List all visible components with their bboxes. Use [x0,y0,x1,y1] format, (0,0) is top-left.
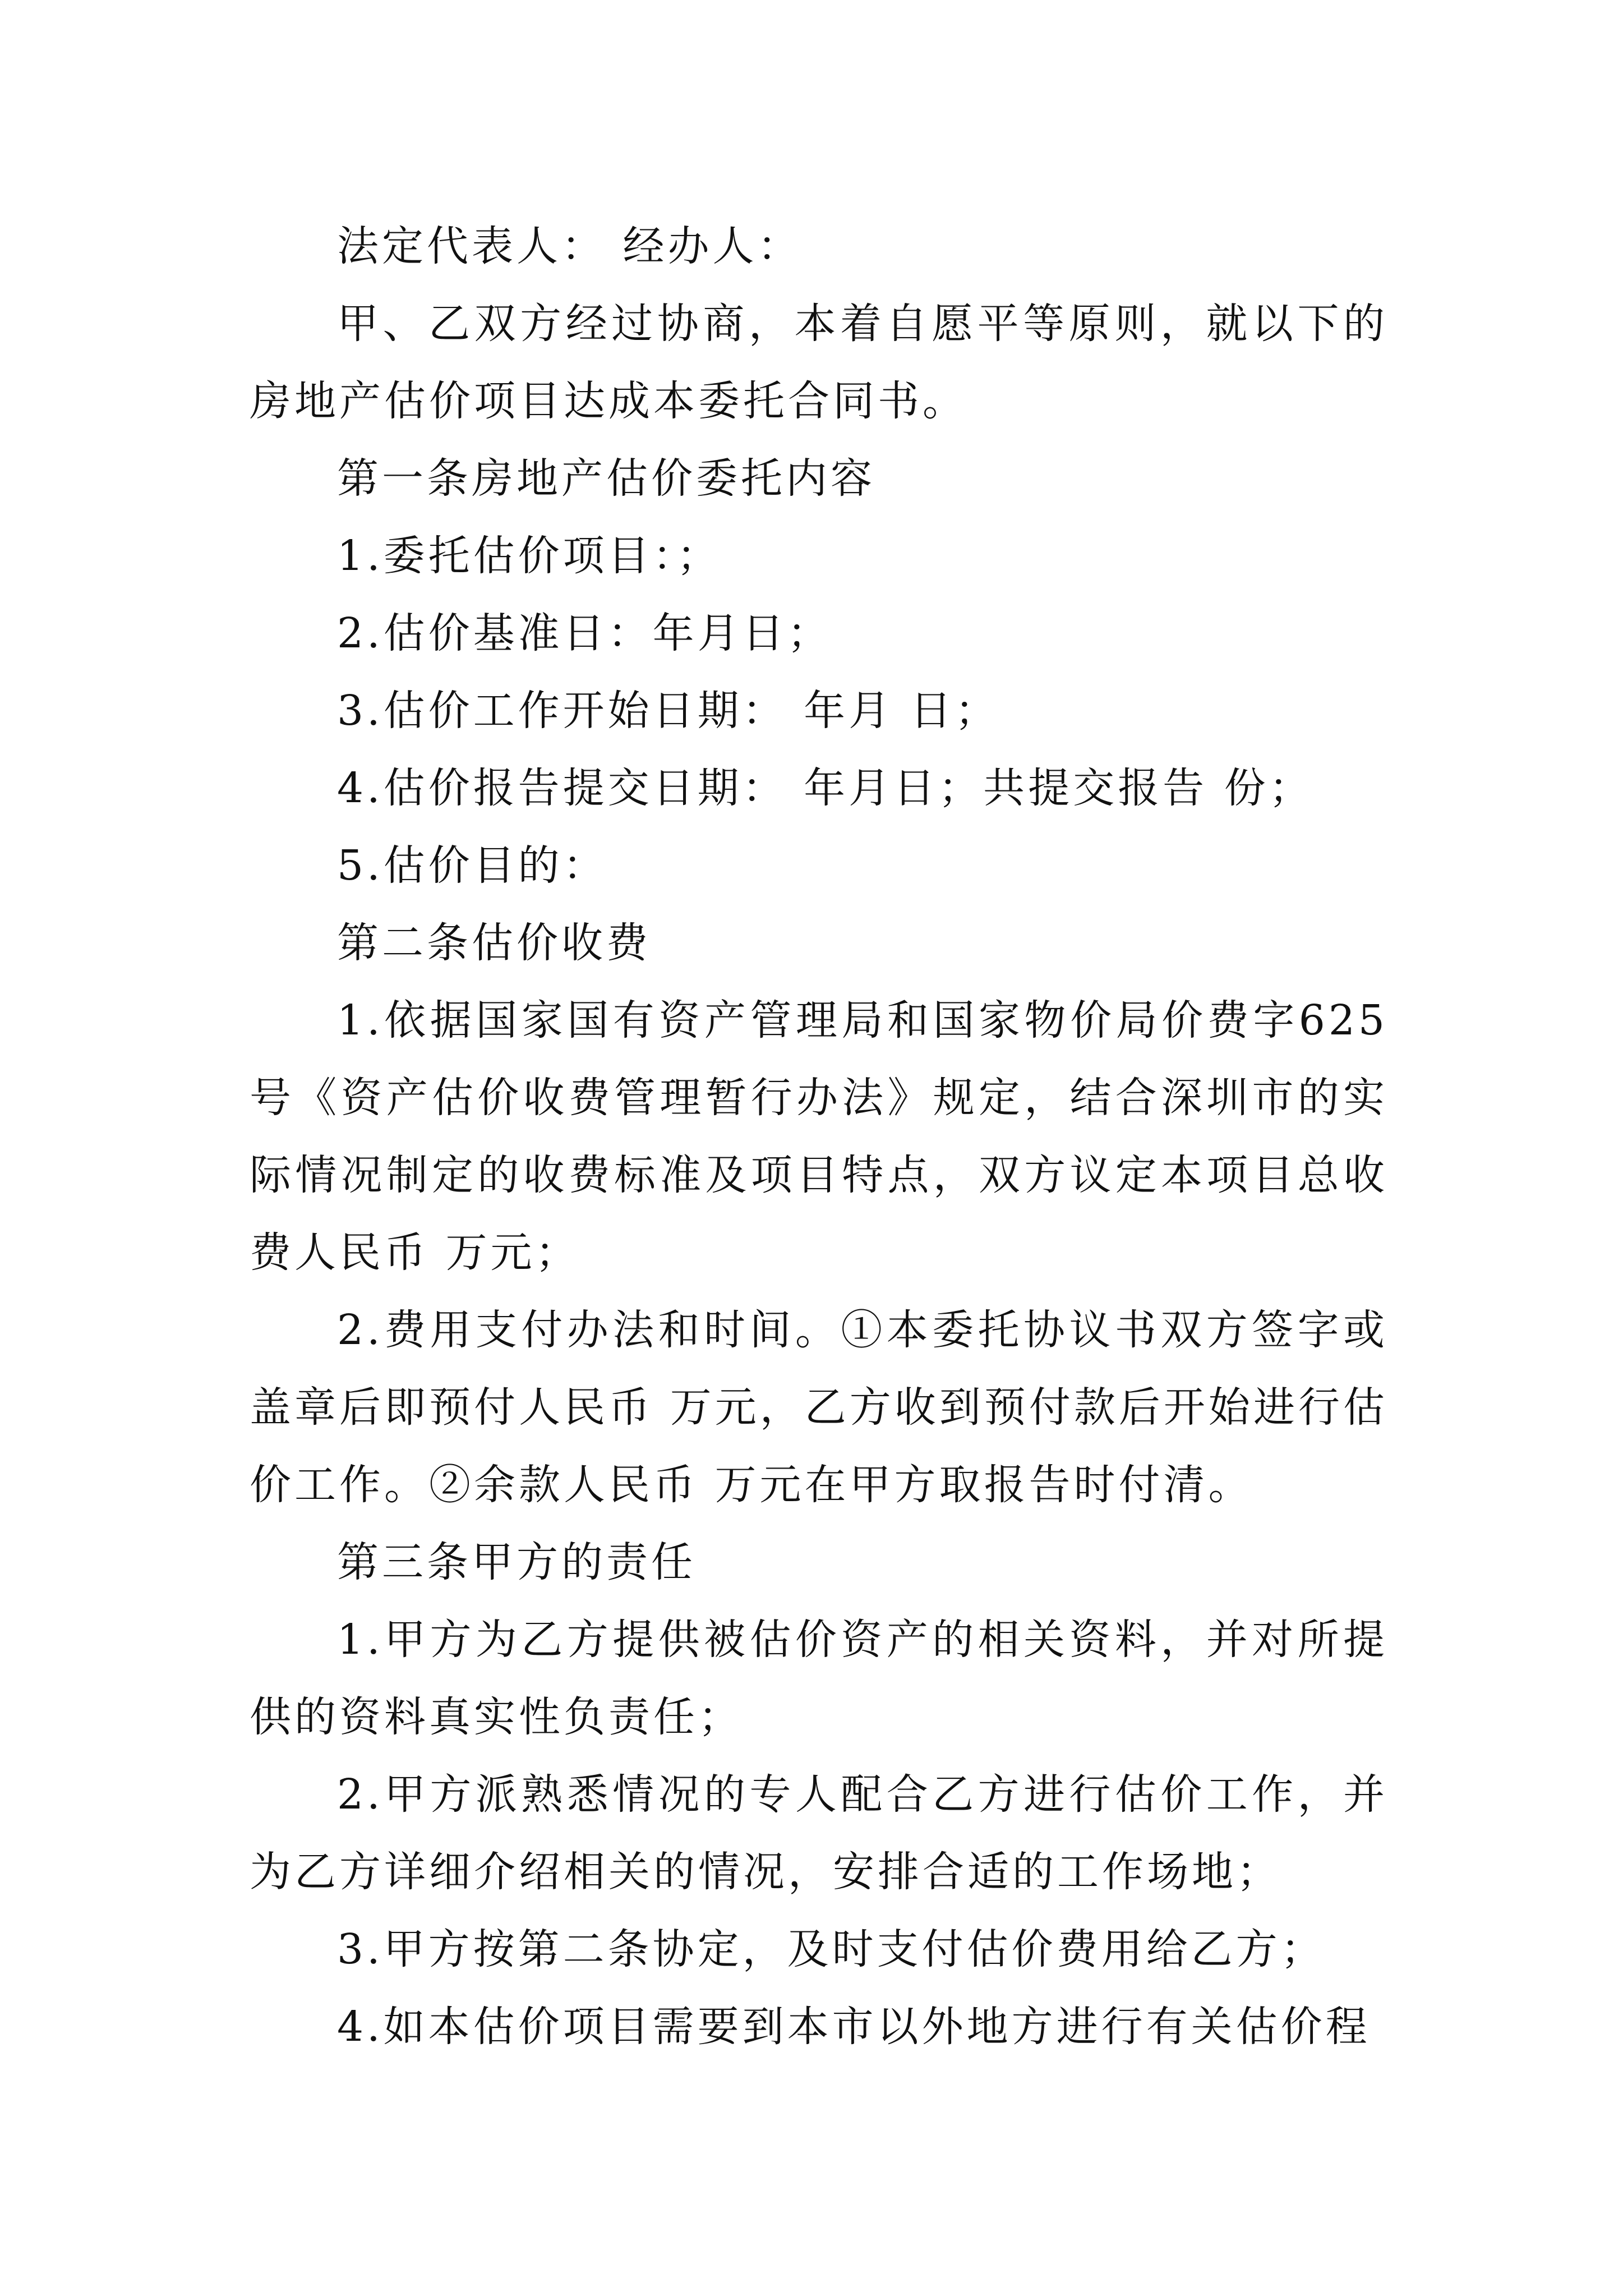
article-2-item-1: 1.依据国家国有资产管理局和国家物价局价费字625号《资产估价收费管理暂行办法》规定，结合深圳市的实际情况制定的收费标准及项目特点，双方议定本项目总收费人民币 万元； [250,996,1388,1277]
article-1-heading: 第一条房地产估价委托内容 [337,454,875,503]
article-1-item-2: 2.估价基准日：年月日； [337,609,832,657]
paragraph-representatives: 法定代表人： 经办人： [337,222,803,270]
article-2-heading: 第二条估价收费 [337,919,651,967]
document-body [250,208,1388,2065]
article-1-item-3: 3.估价工作开始日期： 年月 日； [337,687,1000,735]
article-3-item-2: 2.甲方派熟悉情况的专人配合乙方进行估价工作，并为乙方详细介绍相关的情况，安排合适的工作场地； [250,1770,1388,1896]
article-3-item-4: 4.如本估价项目需要到本市以外地方进行有关估价程 [337,2003,1371,2051]
article-1-item-5: 5.估价目的： [337,841,608,890]
article-1-item-4: 4.估价报告提交日期： 年月日；共提交报告 份； [337,764,1314,812]
article-3-item-3: 3.甲方按第二条协定，及时支付估价费用给乙方； [337,1925,1326,1973]
article-3-item-1: 1.甲方为乙方提供被估价资产的相关资料，并对所提供的资料真实性负责任； [250,1616,1388,1741]
paragraph-agreement-intro: 甲、乙双方经过协商，本着自愿平等原则，就以下的房地产估价项目达成本委托合同书。 [250,300,1388,425]
article-1-item-1: 1.委托估价项目：； [337,532,722,580]
article-2-item-2: 2.费用支付办法和时间。①本委托协议书双方签字或盖章后即预付人民币 万元，乙方收到预付款后开始进行估价工作。②余款人民币 万元在甲方取报告时付清。 [250,1306,1388,1509]
article-3-heading: 第三条甲方的责任 [337,1538,696,1586]
